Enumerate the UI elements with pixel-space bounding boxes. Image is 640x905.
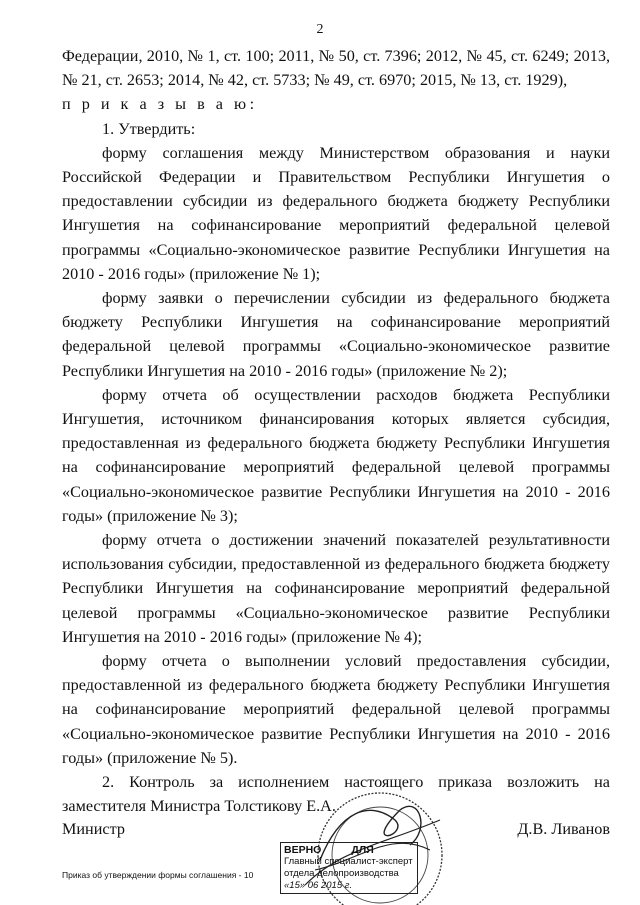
paragraph-control: 2. Контроль за исполнением настоящего приказа возложить на заместителя Министра Толстикову Е.А. bbox=[62, 773, 610, 816]
paragraph-form-performance-report: форму отчета о достижении значений показателей результативности использования субсидии, предоставленной из федерального бюджета бюджету Республики Ингушетия на софинансирование мероприятий федеральной целевой программы «Социально-экономическое развитие Республики Ингушетия на 2010 - 2016 годы» (приложение № 4); bbox=[62, 531, 610, 646]
signer-name: Д.В. Ливанов bbox=[517, 820, 610, 838]
stamp-header bbox=[284, 844, 414, 856]
stamp-box bbox=[280, 842, 418, 894]
stamp-department: отдела делопроизводства bbox=[284, 868, 399, 879]
paragraph-form-conditions-report: форму отчета о выполнении условий предоставления субсидии, предоставленной из федерального бюджета бюджету Республики Ингушетия на софинансирование мероприятий федеральной целевой программы «Социально-экономическое развитие Республики Ингушетия на 2010 - 2016 годы» (приложение № 5). bbox=[62, 652, 610, 767]
paragraph-form-request: форму заявки о перечислении субсидии из федерального бюджета бюджету Республики Ингушетия на софинансирование мероприятий федеральной целевой программы «Социально-экономическое развитие Республики Ингушетия на 2010 - 2016 годы» (приложение № 2); bbox=[62, 289, 610, 380]
page-number: 2 bbox=[316, 22, 324, 37]
signer-title: Министр bbox=[62, 820, 125, 838]
paragraph-order-word: п р и к а з ы в а ю: bbox=[62, 95, 258, 114]
stamp-verno: ВЕРНО bbox=[284, 844, 322, 856]
footer-note: Приказ об утверждении формы соглашения - 10 bbox=[62, 870, 254, 880]
paragraph-approve: 1. Утвердить: bbox=[102, 119, 196, 138]
paragraph-form-agreement: форму соглашения между Министерством образования и науки Российской Федерации и Правительством Республики Ингушетия о предоставлении субсидии из федерального бюджета бюджету Республики Ингушетия на софинансирование мероприятий федеральной целевой программы «Социально-экономическое развитие Республики Ингушетия на 2010 - 2016 годы» (приложение № 1); bbox=[62, 143, 610, 283]
paragraph-citation: Федерации, 2010, № 1, ст. 100; 2011, № 50, ст. 7396; 2012, № 45, ст. 6249; 2013, № 21, ст. 2653; 2014, № 42, ст. 5733; № 49, ст. 6970; 2015, № 13, ст. 1929), bbox=[62, 47, 610, 90]
stamp-date: «15» 06 2015 г. bbox=[284, 880, 353, 891]
stamp-dlya: ДЛЯ bbox=[351, 844, 374, 856]
paragraph-form-expense-report: форму отчета об осуществлении расходов бюджета Республики Ингушетия, источником финансирования которых является субсидия, предоставленная из федерального бюджета бюджету Республики Ингушетия на софинансирование мероприятий федеральной целевой программы «Социально-экономическое развитие Республики Ингушетия на 2010 - 2016 годы» (приложение № 3); bbox=[62, 385, 610, 525]
stamp-position: Главный специалист-эксперт bbox=[284, 856, 413, 867]
document-body bbox=[62, 44, 610, 819]
certification-stamp bbox=[280, 842, 430, 894]
